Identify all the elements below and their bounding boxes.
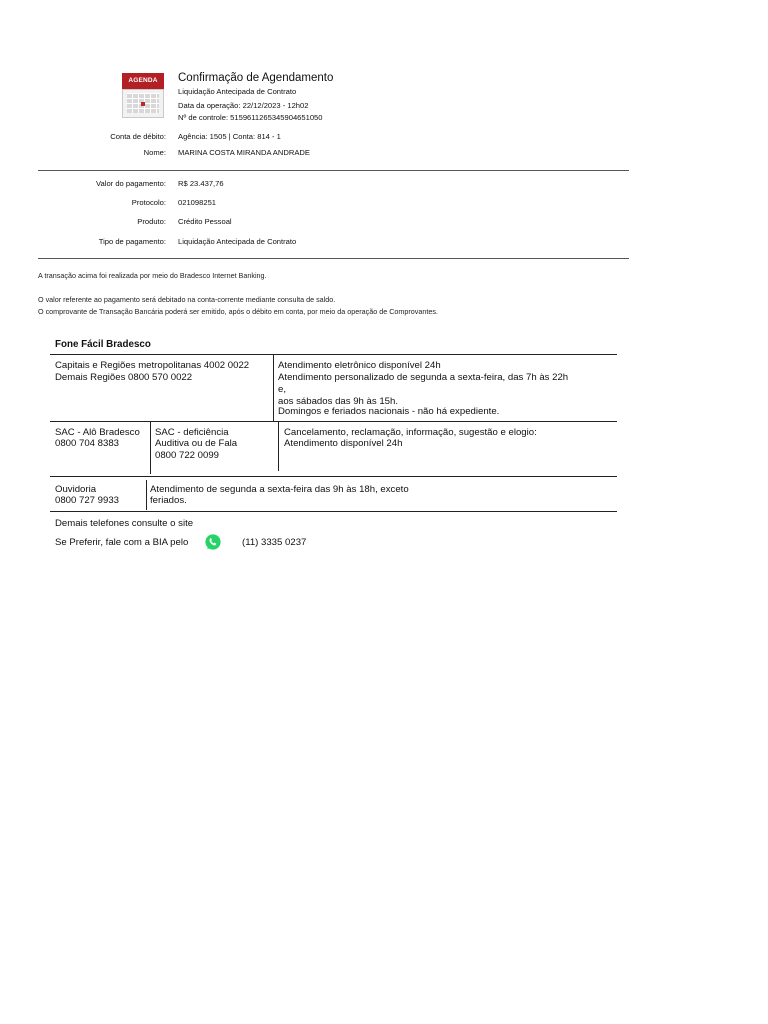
name-value: MARINA COSTA MIRANDA ANDRADE [178,148,310,157]
product-value: Crédito Pessoal [178,217,232,226]
table-rule-top [50,354,617,355]
divider-bottom [38,258,629,259]
table-rule-v2 [150,421,151,474]
ouvidoria-phone: 0800 727 9933 [55,495,120,506]
demais-regioes-phone: Demais Regiões 0800 570 0022 [55,372,193,383]
whatsapp-icon[interactable] [204,533,222,551]
ouvidoria-label: Ouvidoria [55,484,97,495]
table-rule-bottom [50,511,617,512]
note-line-1: A transação acima foi realizada por meio do Bradesco Internet Banking. [38,271,267,280]
debit-account-value: Agência: 1505 | Conta: 814 - 1 [178,132,281,141]
table-rule-v1 [273,354,274,421]
capitais-phone: Capitais e Regiões metropolitanas 4002 0022 [55,360,250,371]
sac-phone: 0800 704 8383 [55,438,120,449]
name-label: Nome: [143,148,166,157]
protocol-label: Protocolo: [131,198,166,207]
ouvidoria-hours-1: Atendimento de segunda a sexta-feira das 9h às 18h, exceto [150,484,409,495]
note-line-3: O comprovante de Transação Bancária poderá ser emitido, após o débito em conta, por meio da operação de Comprovantes. [38,307,438,316]
table-rule-mid [50,421,617,422]
debit-account-label: Conta de débito: [110,132,166,141]
protocol-value: 021098251 [178,198,217,207]
calendar-marker [141,102,145,106]
payment-type-value: Liquidação Antecipada de Contrato [178,237,297,246]
atendimento-line-1: Atendimento eletrônico disponível 24h [278,360,441,371]
atendimento-line-2: Atendimento personalizado de segunda a sexta-feira, das 7h às 22h [278,372,569,383]
atendimento-line-3: e, [278,384,287,395]
control-number: Nº de controle: 515961126534590465105​0 [178,113,323,122]
table-rule-v3 [278,421,279,471]
sac-deficiencia-label: SAC - deficiência [155,427,229,438]
note-line-2: O valor referente ao pagamento será debitado na conta-corrente mediante consulta de saldo. [38,295,336,304]
sac-deficiencia-phone: 0800 722 0099 [155,450,220,461]
cancelamento-line-2: Atendimento disponível 24h [284,438,403,449]
calendar-icon [122,73,164,117]
table-rule-lower [50,476,617,477]
bia-text: Se Preferir, fale com a BIA pelo [55,537,189,548]
table-rule-v4 [146,480,147,510]
ouvidoria-hours-2: feriados. [150,495,187,506]
cancelamento-line-1: Cancelamento, reclamação, informação, sugestão e elogio: [284,427,537,438]
demais-telefones: Demais telefones consulte o site [55,518,194,529]
sac-deficiencia-label-2: Auditiva ou de Fala [155,438,238,449]
sac-label: SAC - Alô Bradesco [55,427,140,438]
atendimento-line-4: aos sábados das 9h às 15h. [278,396,399,407]
subtitle: Liquidação Antecipada de Contrato [178,87,297,96]
calendar-label: AGENDA [122,73,164,89]
atendimento-line-5: Domingos e feriados nacionais - não há expediente. [278,406,500,417]
page-title: Confirmação de Agendamento [178,72,334,84]
fone-facil-title: Fone Fácil Bradesco [55,339,151,350]
amount-label: Valor do pagamento: [96,179,166,188]
product-label: Produto: [137,217,166,226]
amount-value: R$ 23.437,76 [178,179,224,188]
operation-date: Data da operação: 22/12/2023 - 12h02 [178,101,309,110]
payment-type-label: Tipo de pagamento: [98,237,166,246]
bia-phone[interactable]: (11) 3335 0237 [242,537,307,548]
divider-top [38,170,629,171]
